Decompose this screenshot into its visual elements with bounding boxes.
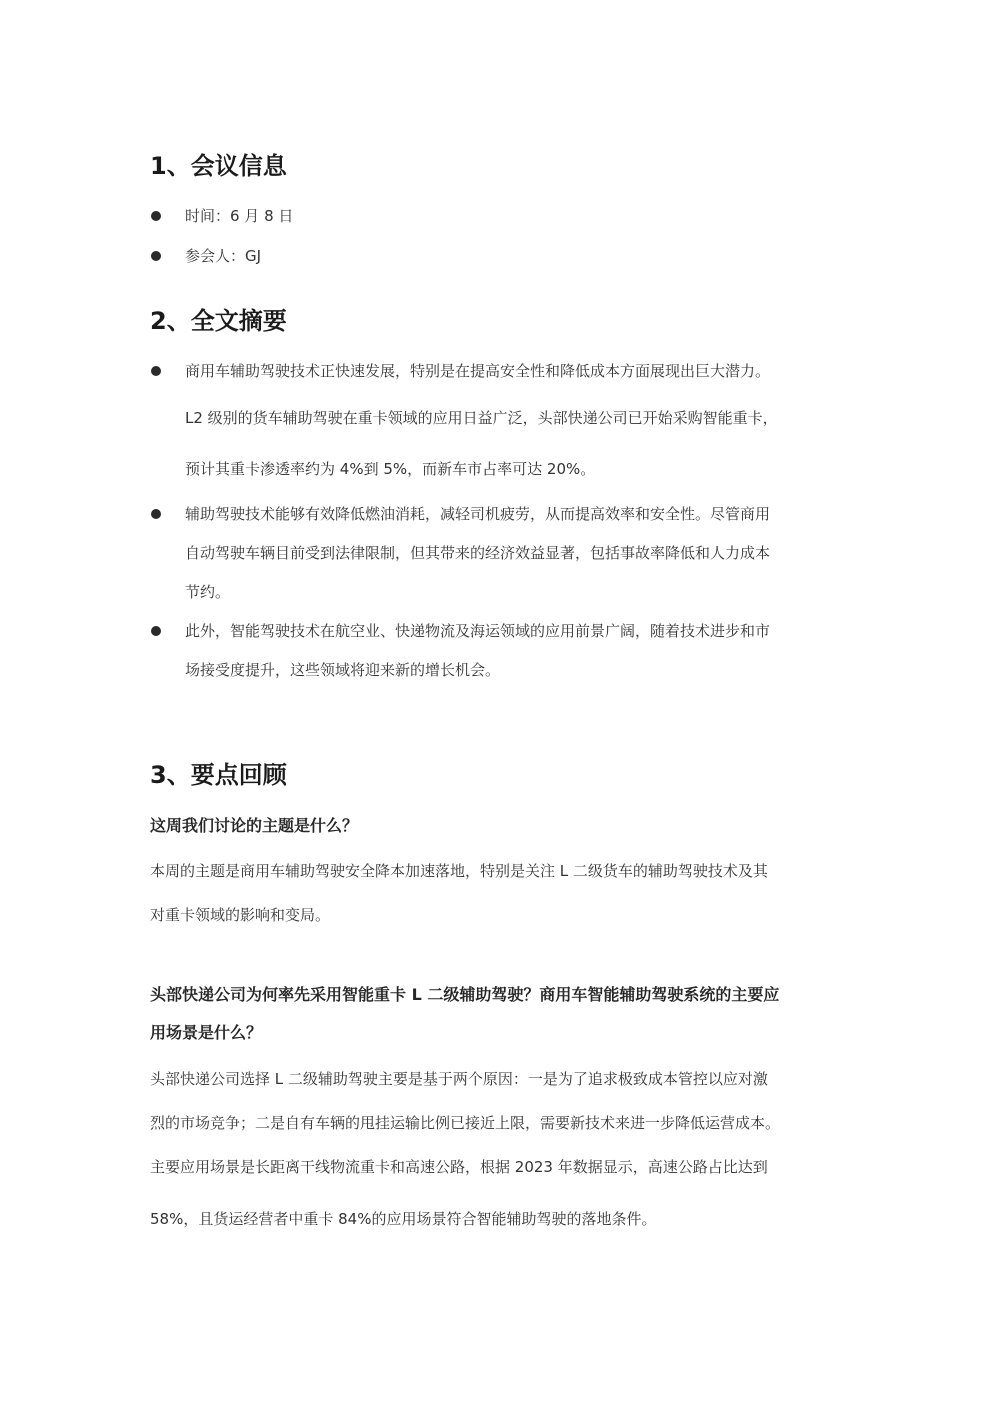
summary-bullet1-line1: 商用车辅助驾驶技术正快速发展，特别是在提高安全性和降低成本方面展现出巨大潜力。	[185, 362, 771, 380]
answer-2-line4: 58%，且货运经营者中重卡 84%的应用场景符合智能辅助驾驶的落地条件。	[150, 1210, 657, 1228]
section-title-summary: 2、全文摘要	[150, 307, 287, 335]
bullet-icon	[151, 211, 161, 221]
section-title-meeting-info: 1、会议信息	[150, 152, 287, 180]
question-1: 这周我们讨论的主题是什么？	[150, 816, 359, 835]
summary-bullet3-line1: 此外，智能驾驶技术在航空业、快递物流及海运领域的应用前景广阔，随着技术进步和市	[185, 622, 771, 640]
question-2-line2: 用场景是什么？	[150, 1023, 263, 1042]
bullet-icon	[151, 626, 161, 636]
summary-bullet2-line3: 节约。	[185, 583, 231, 601]
summary-bullet1-line3: 预计其重卡渗透率约为 4%到 5%，而新车市占率可达 20%。	[185, 460, 596, 478]
bullet-icon	[151, 251, 161, 261]
answer-2-line1: 头部快递公司选择 L 二级辅助驾驶主要是基于两个原因：一是为了追求极致成本管控以应对激	[150, 1070, 768, 1088]
bullet-icon	[151, 509, 161, 519]
summary-bullet2-line2: 自动驾驶车辆目前受到法律限制，但其带来的经济效益显著，包括事故率降低和人力成本	[185, 544, 771, 562]
summary-bullet2-line1: 辅助驾驶技术能够有效降低燃油消耗，减轻司机疲劳，从而提高效率和安全性。尽管商用	[185, 505, 771, 523]
question-2-line1: 头部快递公司为何率先采用智能重卡 L 二级辅助驾驶？商用车智能辅助驾驶系统的主要应	[150, 985, 780, 1004]
answer-2-line3: 主要应用场景是长距离干线物流重卡和高速公路，根据 2023 年数据显示，高速公路占比达到	[150, 1158, 768, 1176]
answer-1-line2: 对重卡领域的影响和变局。	[150, 906, 331, 924]
bullet-icon	[151, 366, 161, 376]
meeting-time: 时间：6 月 8 日	[185, 207, 294, 225]
summary-bullet3-line2: 场接受度提升，这些领域将迎来新的增长机会。	[185, 661, 501, 679]
summary-bullet1-line2: L2 级别的货车辅助驾驶在重卡领域的应用日益广泛，头部快递公司已开始采购智能重卡，	[185, 409, 778, 427]
meeting-attendees: 参会人：GJ	[185, 247, 262, 265]
answer-2-line2: 烈的市场竞争；二是自有车辆的甩挂运输比例已接近上限，需要新技术来进一步降低运营成本。	[150, 1114, 781, 1132]
answer-1-line1: 本周的主题是商用车辅助驾驶安全降本加速落地，特别是关注 L 二级货车的辅助驾驶技术及其	[150, 862, 768, 880]
section-title-review: 3、要点回顾	[150, 761, 287, 789]
